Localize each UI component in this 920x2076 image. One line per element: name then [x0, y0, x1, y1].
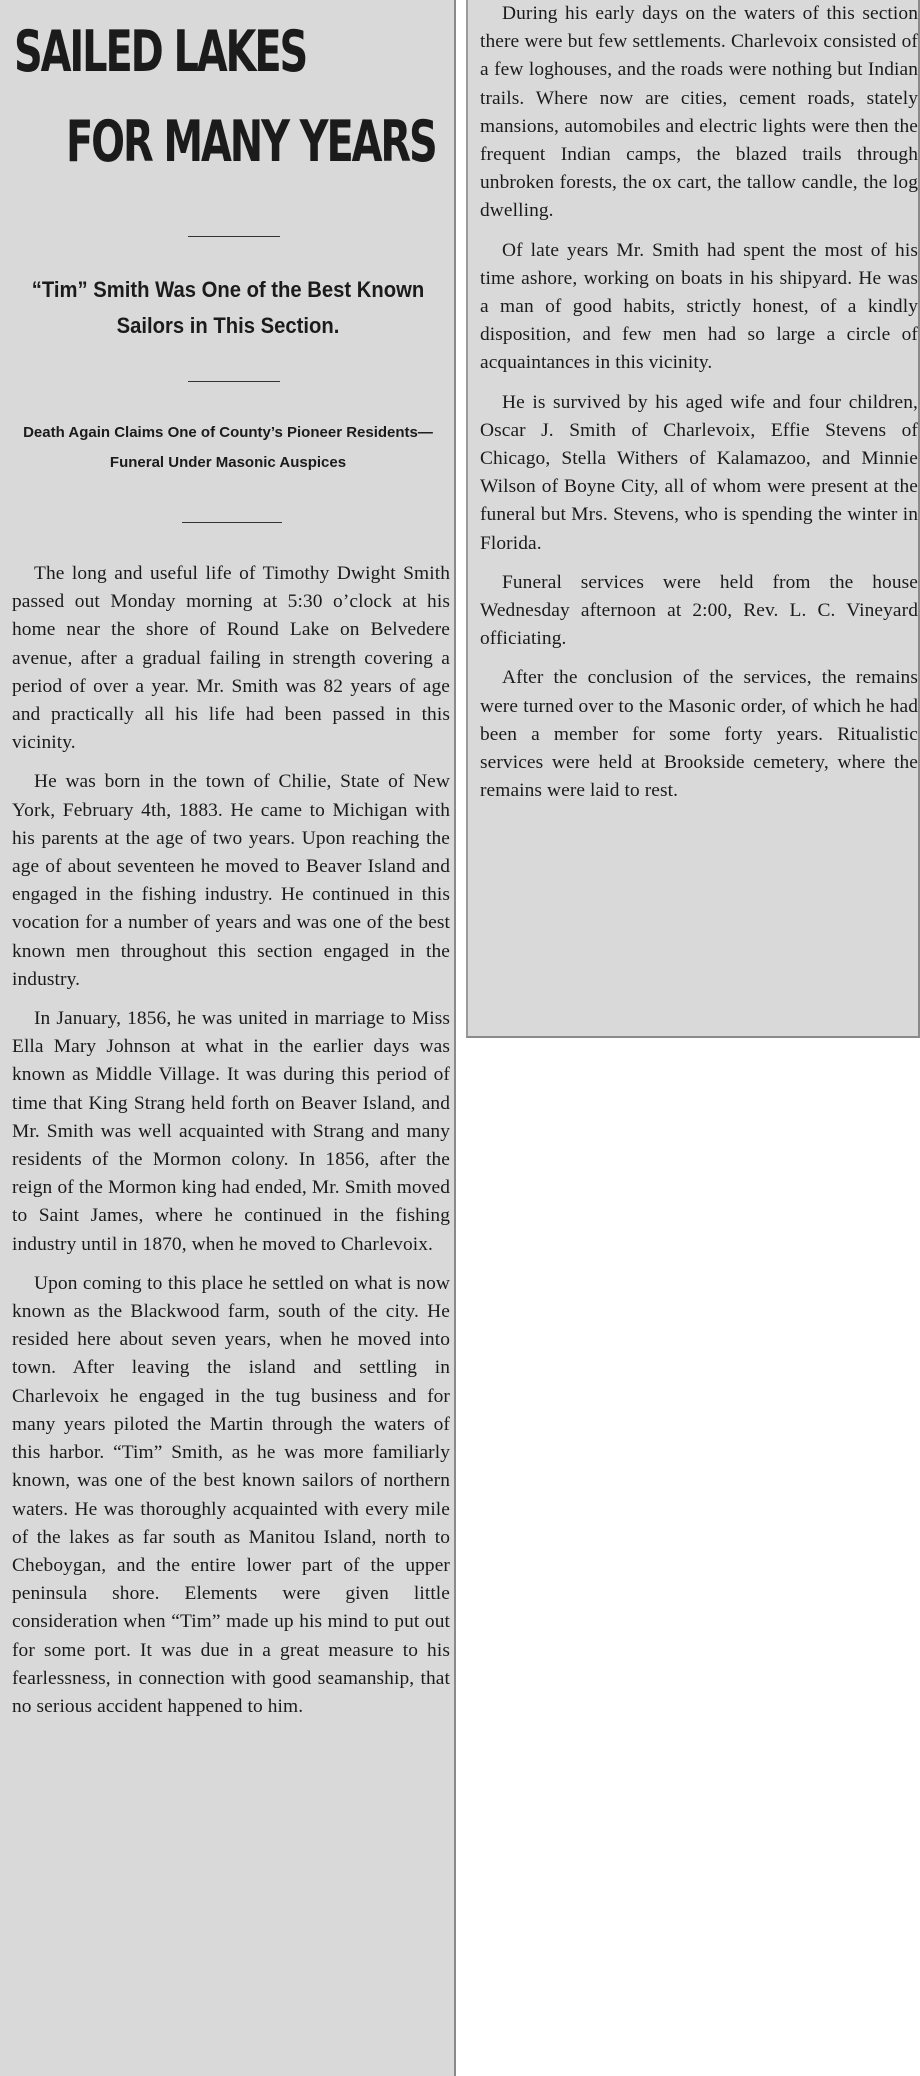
article-body-left [12, 560, 450, 1732]
paragraph: During his early days on the waters of this section there were but few settlements. Charlevoix consisted of a few loghouses, and the roads were nothing but Indian trails. Where now are cities, cement roads, stately mansions, automobiles and electric lights were then the frequent Indian camps, the blazed trails through unbroken forests, the ox cart, the tallow candle, the log dwelling. [480, 3, 918, 222]
divider-rule [182, 522, 282, 523]
right-column [466, 0, 920, 1038]
paragraph: The long and useful life of Timothy Dwight Smith passed out Monday morning at 5:30 o’clock at his home near the shore of Round Lake on Belvedere avenue, after a gradual failing in strength covering a period of over a year. Mr. Smith was 82 years of age and practically all his life had been passed in this vicinity. [12, 563, 450, 754]
left-column [0, 0, 456, 2076]
paragraph: He is survived by his aged wife and four children, Oscar J. Smith of Charlevoix, Effie Stevens of Chicago, Stella Withers of Kalamazoo, and Minnie Wilson of Boyne City, all of whom were present at the funeral but Mrs. Stevens, who is spending the winter in Florida. [480, 391, 918, 554]
paragraph: After the conclusion of the services, the remains were turned over to the Masonic order, of which he had been a member for some forty years. Ritualistic services were held at Brookside cemetery, where the remains were laid to rest. [480, 667, 918, 802]
headline-line-1: SAILED LAKES [14, 19, 307, 85]
paragraph: Of late years Mr. Smith had spent the most of his time ashore, working on boats in his shipyard. He was a man of good habits, strictly honest, of a kindly disposition, and few men had so large a circle of acquaintances in this vicinity. [480, 239, 918, 374]
paragraph: Funeral services were held from the house Wednesday afternoon at 2:00, Rev. L. C. Vineyard officiating. [480, 571, 918, 650]
paragraph: He was born in the town of Chilie, State of New York, February 4th, 1883. He came to Michigan with his parents at the age of two years. Upon reaching the age of about seventeen he moved to Beaver Island and engaged in the fishing industry. He continued in this vocation for a number of years and was one of the best known men throughout this section engaged in the industry. [12, 771, 450, 990]
divider-rule [188, 381, 280, 382]
paragraph: In January, 1856, he was united in marriage to Miss Ella Mary Johnson at what in the earlier days was known as Middle Village. It was during this period of time that King Strang held forth on Beaver Island, and Mr. Smith was well acquainted with Strang and many residents of the Mormon colony. In 1856, after the reign of the Mormon king had ended, Mr. Smith moved to Saint James, where he continued in the fishing industry until in 1870, when he moved to Charlevoix. [12, 1008, 450, 1255]
headline-line-2: FOR MANY YEARS [66, 109, 436, 175]
paragraph: Upon coming to this place he settled on what is now known as the Blackwood farm, south of the city. He resided here about seven years, when he moved into town. After leaving the island and settling in Charlevoix he engaged in the tug business and for many years piloted the Martin through the waters of this harbor. “Tim” Smith, as he was more familiarly known, was one of the best known sailors of northern waters. He was thoroughly acquainted with every mile of the lakes as far south as Manitou Island, north to Cheboygan, and the entire lower part of the upper peninsula shore. Elements were given little consideration when “Tim” made up his mind to put out for some port. It was due in a great measure to his fearlessness, in connection with good seamanship, that no serious accident happened to him. [12, 1272, 450, 1717]
subheadline: “Tim” Smith Was One of the Best Known Sailors in This Section. [31, 277, 425, 338]
article-body-right [480, 0, 918, 816]
divider-rule [188, 236, 280, 237]
deck-headline: Death Again Claims One of County’s Pioneer Residents—Funeral Under Masonic Auspices [23, 424, 433, 471]
